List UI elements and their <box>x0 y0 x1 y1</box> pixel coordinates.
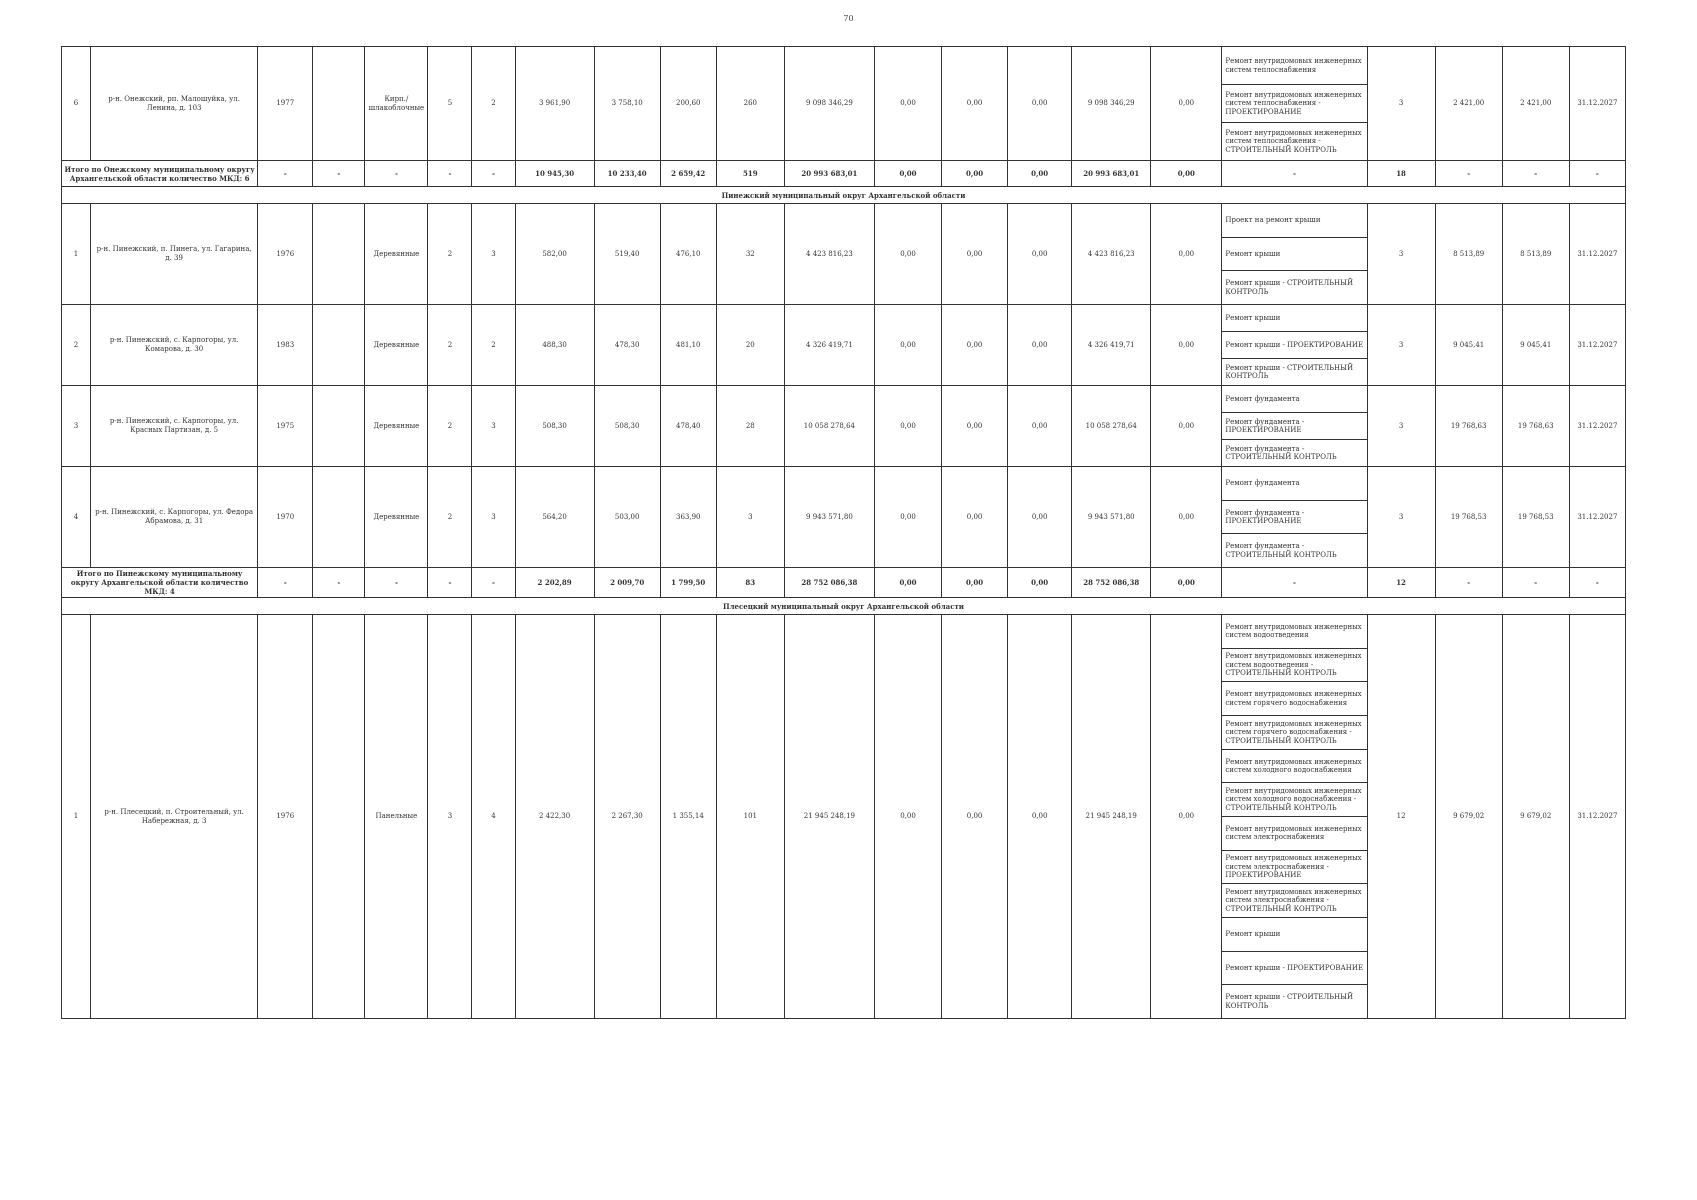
total-area: 2 422,30 <box>515 615 594 1019</box>
building-address: р-н. Пинежский, с. Карпогоры, ул. Красных Партизан, д. 5 <box>91 386 258 467</box>
unit-cost: 9 679,02 <box>1435 615 1502 1019</box>
work-item: Ремонт внутридомовых инженерных систем водоотведения <box>1222 615 1366 649</box>
work-item: Ремонт внутридомовых инженерных систем холодного водоснабжения <box>1222 750 1366 784</box>
floors-count: 3 <box>428 615 472 1019</box>
fund-share: 0,00 <box>874 305 941 386</box>
fund-share: 0,00 <box>874 467 941 568</box>
other-funds: 0,00 <box>1151 47 1222 161</box>
owners-funds: 10 058 278,64 <box>1072 386 1151 467</box>
owners-funds: 9 943 571,80 <box>1072 467 1151 568</box>
subtotal-dash: - <box>258 161 313 187</box>
work-item: Ремонт внутридомовых инженерных систем теплоснабжения <box>1222 47 1366 85</box>
owners-funds: 21 945 248,19 <box>1072 615 1151 1019</box>
premises-area: 481,10 <box>660 305 716 386</box>
municipal-budget: 0,00 <box>1008 615 1072 1019</box>
subtotal-other: 0,00 <box>1151 161 1222 187</box>
work-item: Ремонт фундамента - ПРОЕКТИРОВАНИЕ <box>1222 413 1366 440</box>
entrances-count: 3 <box>472 386 515 467</box>
subtotal-premises-area: 2 659,42 <box>660 161 716 187</box>
works-cell <box>1222 204 1367 305</box>
subtotal-label: Итого по Пинежскому муниципальному округу Архангельской области количество МКД: 4 <box>62 568 258 598</box>
living-area: 2 267,30 <box>594 615 660 1019</box>
unit-cost: 19 768,53 <box>1435 467 1502 568</box>
municipal-budget: 0,00 <box>1008 47 1072 161</box>
completion-date: 31.12.2027 <box>1569 386 1625 467</box>
subtotal-dash: - <box>258 568 313 598</box>
work-item: Ремонт внутридомовых инженерных систем холодного водоснабжения - СТРОИТЕЛЬНЫЙ КОНТРОЛЬ <box>1222 783 1366 817</box>
works-list <box>1222 47 1366 160</box>
work-item: Ремонт внутридомовых инженерных систем теплоснабжения - ПРОЕКТИРОВАНИЕ <box>1222 85 1366 123</box>
completion-date: 31.12.2027 <box>1569 467 1625 568</box>
subtotal-total-cost: 28 752 086,38 <box>784 568 874 598</box>
subtotal-owners: 20 993 683,01 <box>1072 161 1151 187</box>
regional-budget: 0,00 <box>942 204 1008 305</box>
building-row <box>62 386 1626 467</box>
building-address: р-н. Онежский, рп. Малошуйка, ул. Ленина, д. 103 <box>91 47 258 161</box>
work-item: Ремонт фундамента - СТРОИТЕЛЬНЫЙ КОНТРОЛЬ <box>1225 542 1337 559</box>
works-cell <box>1222 305 1367 386</box>
building-row <box>62 615 1626 1019</box>
works-list <box>1222 204 1366 304</box>
work-count: 3 <box>1367 386 1435 467</box>
row-number: 6 <box>62 47 91 161</box>
work-item: Ремонт крыши - ПРОЕКТИРОВАНИЕ <box>1222 952 1366 986</box>
unit-cost: 2 421,00 <box>1435 47 1502 161</box>
works-cell <box>1222 47 1367 161</box>
subtotal-dash: - <box>1569 568 1625 598</box>
commission-year <box>313 47 365 161</box>
total-area: 508,30 <box>515 386 594 467</box>
owners-funds: 9 098 346,29 <box>1072 47 1151 161</box>
fund-share: 0,00 <box>874 204 941 305</box>
total-cost: 10 058 278,64 <box>784 386 874 467</box>
work-item: Ремонт фундамента - СТРОИТЕЛЬНЫЙ КОНТРОЛЬ <box>1225 444 1337 461</box>
municipal-budget: 0,00 <box>1008 305 1072 386</box>
building-row <box>62 467 1626 568</box>
total-cost: 4 423 816,23 <box>784 204 874 305</box>
work-item: Ремонт внутридомовых инженерных систем водоотведения - СТРОИТЕЛЬНЫЙ КОНТРОЛЬ <box>1222 649 1366 683</box>
regional-budget: 0,00 <box>942 467 1008 568</box>
works-cell <box>1222 467 1367 568</box>
total-area: 582,00 <box>515 204 594 305</box>
commission-year <box>313 386 365 467</box>
work-count: 12 <box>1367 615 1435 1019</box>
subtotal-work-count: 18 <box>1367 161 1435 187</box>
row-number: 4 <box>62 467 91 568</box>
subtotal-fund: 0,00 <box>874 161 941 187</box>
total-cost: 9 943 571,80 <box>784 467 874 568</box>
subtotal-dash: - <box>1222 161 1367 187</box>
subtotal-living-area: 2 009,70 <box>594 568 660 598</box>
subtotal-work-count: 12 <box>1367 568 1435 598</box>
regional-budget: 0,00 <box>942 47 1008 161</box>
works-list <box>1222 386 1366 466</box>
wall-material: Деревянные <box>365 467 428 568</box>
subtotal-dash: - <box>1435 161 1502 187</box>
other-funds: 0,00 <box>1151 615 1222 1019</box>
work-item: Ремонт внутридомовых инженерных систем электроснабжения - ПРОЕКТИРОВАНИЕ <box>1222 851 1366 885</box>
subtotal-row <box>62 568 1626 598</box>
other-funds: 0,00 <box>1151 305 1222 386</box>
other-funds: 0,00 <box>1151 204 1222 305</box>
living-area: 519,40 <box>594 204 660 305</box>
subtotal-municipal: 0,00 <box>1008 161 1072 187</box>
premises-area: 1 355,14 <box>660 615 716 1019</box>
subtotal-dash: - <box>1435 568 1502 598</box>
subtotal-dash: - <box>1502 161 1569 187</box>
other-funds: 0,00 <box>1151 386 1222 467</box>
regional-budget: 0,00 <box>942 386 1008 467</box>
entrances-count: 3 <box>472 204 515 305</box>
building-row <box>62 204 1626 305</box>
fund-share: 0,00 <box>874 386 941 467</box>
subtotal-regional: 0,00 <box>942 161 1008 187</box>
row-number: 2 <box>62 305 91 386</box>
entrances-count: 2 <box>472 305 515 386</box>
build-year: 1976 <box>258 204 313 305</box>
work-item: Ремонт крыши - ПРОЕКТИРОВАНИЕ <box>1222 332 1366 359</box>
row-number: 1 <box>62 615 91 1019</box>
municipal-budget: 0,00 <box>1008 467 1072 568</box>
subtotal-dash: - <box>472 161 515 187</box>
work-item: Ремонт фундамента - ПРОЕКТИРОВАНИЕ <box>1222 501 1366 535</box>
subtotal-total-area: 2 202,89 <box>515 568 594 598</box>
completion-date: 31.12.2027 <box>1569 305 1625 386</box>
work-item: Проект на ремонт крыши <box>1222 204 1366 238</box>
residents-count: 101 <box>716 615 784 1019</box>
building-address: р-н. Пинежский, п. Пинега, ул. Гагарина, д. 39 <box>91 204 258 305</box>
max-unit-cost: 8 513,89 <box>1502 204 1569 305</box>
build-year: 1975 <box>258 386 313 467</box>
floors-count: 2 <box>428 204 472 305</box>
work-item: Ремонт крыши - СТРОИТЕЛЬНЫЙ КОНТРОЛЬ <box>1225 993 1354 1010</box>
regional-budget: 0,00 <box>942 305 1008 386</box>
build-year: 1970 <box>258 467 313 568</box>
completion-date: 31.12.2027 <box>1569 615 1625 1019</box>
page-number: 70 <box>843 14 854 23</box>
max-unit-cost: 19 768,63 <box>1502 386 1569 467</box>
section-header-row <box>62 187 1626 204</box>
premises-area: 363,90 <box>660 467 716 568</box>
residents-count: 20 <box>716 305 784 386</box>
work-item: Ремонт крыши <box>1222 918 1366 952</box>
unit-cost: 9 045,41 <box>1435 305 1502 386</box>
subtotal-row <box>62 161 1626 187</box>
other-funds: 0,00 <box>1151 467 1222 568</box>
subtotal-living-area: 10 233,40 <box>594 161 660 187</box>
premises-area: 200,60 <box>660 47 716 161</box>
building-row <box>62 305 1626 386</box>
subtotal-total-area: 10 945,30 <box>515 161 594 187</box>
subtotal-dash: - <box>472 568 515 598</box>
residents-count: 260 <box>716 47 784 161</box>
commission-year <box>313 467 365 568</box>
work-item: Ремонт внутридомовых инженерных систем горячего водоснабжения - СТРОИТЕЛЬНЫЙ КОНТРОЛЬ <box>1222 716 1366 750</box>
subtotal-regional: 0,00 <box>942 568 1008 598</box>
subtotal-dash: - <box>365 161 428 187</box>
wall-material: Деревянные <box>365 305 428 386</box>
living-area: 478,30 <box>594 305 660 386</box>
residents-count: 28 <box>716 386 784 467</box>
subtotal-total-cost: 20 993 683,01 <box>784 161 874 187</box>
unit-cost: 8 513,89 <box>1435 204 1502 305</box>
works-list <box>1222 305 1366 385</box>
max-unit-cost: 2 421,00 <box>1502 47 1569 161</box>
living-area: 3 758,10 <box>594 47 660 161</box>
work-item: Ремонт фундамента <box>1222 386 1366 413</box>
register-sheet <box>61 46 1626 1019</box>
build-year: 1983 <box>258 305 313 386</box>
work-item: Ремонт внутридомовых инженерных систем теплоснабжения - СТРОИТЕЛЬНЫЙ КОНТРОЛЬ <box>1225 128 1362 154</box>
works-list <box>1222 467 1366 567</box>
subtotal-residents: 83 <box>716 568 784 598</box>
work-item: Ремонт крыши - СТРОИТЕЛЬНЫЙ КОНТРОЛЬ <box>1225 363 1354 380</box>
entrances-count: 2 <box>472 47 515 161</box>
subtotal-dash: - <box>428 161 472 187</box>
section-title: Плесецкий муниципальный округ Архангельской области <box>62 598 1626 615</box>
living-area: 503,00 <box>594 467 660 568</box>
work-count: 3 <box>1367 204 1435 305</box>
max-unit-cost: 9 045,41 <box>1502 305 1569 386</box>
repair-register-table <box>61 46 1626 1019</box>
build-year: 1976 <box>258 615 313 1019</box>
wall-material: Деревянные <box>365 386 428 467</box>
work-item: Ремонт внутридомовых инженерных систем электроснабжения <box>1222 817 1366 851</box>
work-count: 3 <box>1367 467 1435 568</box>
subtotal-other: 0,00 <box>1151 568 1222 598</box>
work-item: Ремонт крыши - СТРОИТЕЛЬНЫЙ КОНТРОЛЬ <box>1225 279 1354 296</box>
subtotal-fund: 0,00 <box>874 568 941 598</box>
subtotal-dash: - <box>365 568 428 598</box>
work-count: 3 <box>1367 47 1435 161</box>
subtotal-municipal: 0,00 <box>1008 568 1072 598</box>
building-address: р-н. Пинежский, с. Карпогоры, ул. Федора Абрамова, д. 31 <box>91 467 258 568</box>
fund-share: 0,00 <box>874 615 941 1019</box>
wall-material: Деревянные <box>365 204 428 305</box>
municipal-budget: 0,00 <box>1008 386 1072 467</box>
commission-year <box>313 305 365 386</box>
building-address: р-н. Пинежский, с. Карпогоры, ул. Комарова, д. 30 <box>91 305 258 386</box>
living-area: 508,30 <box>594 386 660 467</box>
max-unit-cost: 9 679,02 <box>1502 615 1569 1019</box>
wall-material: Панельные <box>365 615 428 1019</box>
section-header-row <box>62 598 1626 615</box>
entrances-count: 3 <box>472 467 515 568</box>
subtotal-residents: 519 <box>716 161 784 187</box>
work-item: Ремонт внутридомовых инженерных систем горячего водоснабжения <box>1222 682 1366 716</box>
commission-year <box>313 615 365 1019</box>
wall-material: Кирп./ шлакоблочные <box>365 47 428 161</box>
floors-count: 2 <box>428 386 472 467</box>
subtotal-dash: - <box>1569 161 1625 187</box>
work-item: Ремонт крыши <box>1222 305 1366 332</box>
total-area: 564,20 <box>515 467 594 568</box>
work-item: Ремонт крыши <box>1222 238 1366 272</box>
works-cell <box>1222 386 1367 467</box>
completion-date: 31.12.2027 <box>1569 47 1625 161</box>
row-number: 1 <box>62 204 91 305</box>
commission-year <box>313 204 365 305</box>
building-row <box>62 47 1626 161</box>
work-item: Ремонт внутридомовых инженерных систем электроснабжения - СТРОИТЕЛЬНЫЙ КОНТРОЛЬ <box>1222 884 1366 918</box>
fund-share: 0,00 <box>874 47 941 161</box>
subtotal-label: Итого по Онежскому муниципальному округу Архангельской области количество МКД: 6 <box>62 161 258 187</box>
owners-funds: 4 423 816,23 <box>1072 204 1151 305</box>
floors-count: 5 <box>428 47 472 161</box>
work-item: Ремонт фундамента <box>1222 467 1366 501</box>
total-cost: 9 098 346,29 <box>784 47 874 161</box>
works-cell <box>1222 615 1367 1019</box>
total-cost: 4 326 419,71 <box>784 305 874 386</box>
building-address: р-н. Плесецкий, п. Строительный, ул. Набережная, д. 3 <box>91 615 258 1019</box>
subtotal-owners: 28 752 086,38 <box>1072 568 1151 598</box>
register-body <box>62 47 1626 1019</box>
residents-count: 32 <box>716 204 784 305</box>
completion-date: 31.12.2027 <box>1569 204 1625 305</box>
works-list <box>1222 615 1366 1018</box>
subtotal-dash: - <box>1222 568 1367 598</box>
subtotal-premises-area: 1 799,50 <box>660 568 716 598</box>
max-unit-cost: 19 768,53 <box>1502 467 1569 568</box>
residents-count: 3 <box>716 467 784 568</box>
build-year: 1977 <box>258 47 313 161</box>
regional-budget: 0,00 <box>942 615 1008 1019</box>
subtotal-dash: - <box>428 568 472 598</box>
subtotal-dash: - <box>313 161 365 187</box>
section-title: Пинежский муниципальный округ Архангельской области <box>62 187 1626 204</box>
premises-area: 476,10 <box>660 204 716 305</box>
entrances-count: 4 <box>472 615 515 1019</box>
owners-funds: 4 326 419,71 <box>1072 305 1151 386</box>
subtotal-dash: - <box>313 568 365 598</box>
unit-cost: 19 768,63 <box>1435 386 1502 467</box>
subtotal-dash: - <box>1502 568 1569 598</box>
floors-count: 2 <box>428 305 472 386</box>
municipal-budget: 0,00 <box>1008 204 1072 305</box>
total-cost: 21 945 248,19 <box>784 615 874 1019</box>
row-number: 3 <box>62 386 91 467</box>
premises-area: 478,40 <box>660 386 716 467</box>
total-area: 3 961,90 <box>515 47 594 161</box>
work-count: 3 <box>1367 305 1435 386</box>
floors-count: 2 <box>428 467 472 568</box>
total-area: 488,30 <box>515 305 594 386</box>
